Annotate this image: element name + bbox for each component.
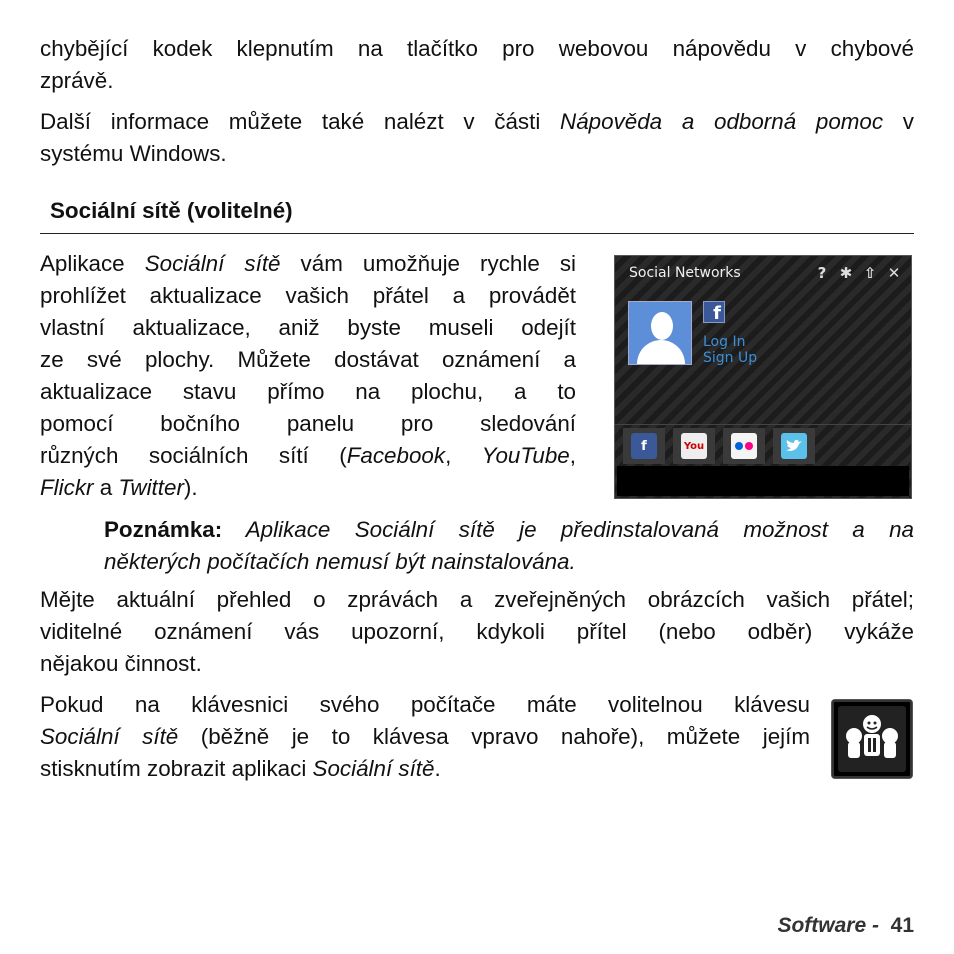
key-paragraph — [40, 689, 810, 785]
text-line — [40, 248, 576, 280]
up-arrow-icon[interactable]: ⇧ — [863, 264, 877, 282]
social-networks-widget-screenshot — [614, 255, 912, 499]
footer-section: Software - — [777, 914, 879, 937]
text-span: , — [445, 443, 482, 468]
text-span: různých sociálních sítí ( — [40, 443, 347, 468]
log-in-link[interactable]: Log In — [703, 334, 746, 350]
intro-paragraph-2 — [40, 106, 914, 170]
help-reference: Nápověda a odborná pomoc — [560, 109, 884, 134]
text-line — [40, 440, 576, 472]
text-line: systému Windows. — [40, 141, 227, 166]
widget-divider — [615, 424, 911, 425]
text-line — [40, 472, 576, 504]
page-footer — [777, 914, 914, 938]
social-networks-key-icon — [831, 699, 913, 779]
network-name: YouTube — [481, 443, 570, 468]
text-line: Pokud na klávesnici svého počítače máte volitelnou klávesu — [40, 692, 810, 717]
text-line: viditelné oznámení vás upozorní, kdykoli přítel (nebo odběr) vykáže — [40, 619, 914, 644]
text-line — [40, 753, 810, 785]
text-line: Mějte aktuální přehled o zprávách a zveřejněných obrázcích vašich přátel; — [40, 587, 914, 612]
youtube-icon: You — [681, 433, 707, 459]
gear-icon[interactable]: ✱ — [839, 264, 853, 282]
widget-title: Social Networks — [629, 265, 741, 281]
text-span: ). — [183, 475, 198, 500]
text-line — [104, 514, 914, 546]
text-line: prohlížet aktualizace vašich přátel a provádět — [40, 283, 576, 308]
account-links — [703, 334, 757, 366]
app-description — [40, 248, 576, 504]
network-name: Facebook — [346, 443, 446, 468]
overview-paragraph — [40, 584, 914, 680]
facebook-icon: f — [703, 301, 725, 323]
twitter-icon — [781, 433, 807, 459]
text-span: , — [569, 443, 576, 468]
text-line: vlastní aktualizace, aniž byste museli odejít — [40, 315, 576, 340]
app-name: Sociální sítě — [312, 756, 435, 781]
help-icon[interactable]: ? — [817, 264, 827, 282]
widget-bottom-area — [617, 466, 909, 496]
text-span: a — [93, 475, 119, 500]
text-span: Další informace můžete také nalézt v části — [40, 109, 561, 134]
app-name: Sociální sítě — [144, 251, 281, 276]
widget-titlebar-controls — [813, 264, 903, 282]
flickr-icon — [731, 433, 757, 459]
sign-up-link[interactable]: Sign Up — [703, 350, 758, 366]
text-span: v — [883, 109, 914, 134]
network-bar — [623, 428, 823, 464]
network-tab-facebook[interactable] — [623, 428, 665, 464]
text-span: vám umožňuje rychle si — [280, 251, 576, 276]
page-number: 41 — [890, 914, 914, 937]
text-span: . — [434, 756, 441, 781]
facebook-icon: f — [631, 433, 657, 459]
intro-paragraph-1 — [40, 33, 914, 97]
section-heading: Sociální sítě (volitelné) — [50, 198, 293, 223]
text-line — [40, 721, 810, 753]
text-line: zprávě. — [40, 68, 114, 93]
network-tab-twitter[interactable] — [773, 428, 815, 464]
note-label: Poznámka: — [104, 517, 223, 542]
text-line: aktualizace stavu přímo na plochu, a to — [40, 379, 576, 404]
network-name: Twitter — [118, 475, 184, 500]
text-span: (běžně je to klávesa vpravo nahoře), můžete jejím — [178, 724, 810, 749]
text-line: ze své plochy. Můžete dostávat oznámení a — [40, 347, 576, 372]
text-line: nějakou činnost. — [40, 651, 202, 676]
heading-rule — [40, 233, 914, 234]
network-tab-youtube[interactable] — [673, 428, 715, 464]
note — [104, 514, 914, 578]
text-line — [40, 106, 914, 138]
text-line — [104, 546, 914, 578]
note-text: některých počítačích nemusí být nainstalována. — [104, 549, 576, 574]
app-name: Sociální sítě — [40, 724, 179, 749]
network-name: Flickr — [40, 475, 94, 500]
note-text: Aplikace Sociální sítě je předinstalovaná možnost a na — [222, 517, 914, 542]
close-icon[interactable]: ✕ — [887, 264, 901, 282]
text-span: Aplikace — [40, 251, 145, 276]
text-line: pomocí bočního panelu pro sledování — [40, 411, 576, 436]
people-icon — [838, 706, 906, 772]
text-span: stisknutím zobrazit aplikaci — [40, 756, 313, 781]
avatar — [628, 301, 692, 365]
network-tab-flickr[interactable] — [723, 428, 765, 464]
text-line: chybějící kodek klepnutím na tlačítko pro webovou nápovědu v chybové — [40, 36, 914, 61]
